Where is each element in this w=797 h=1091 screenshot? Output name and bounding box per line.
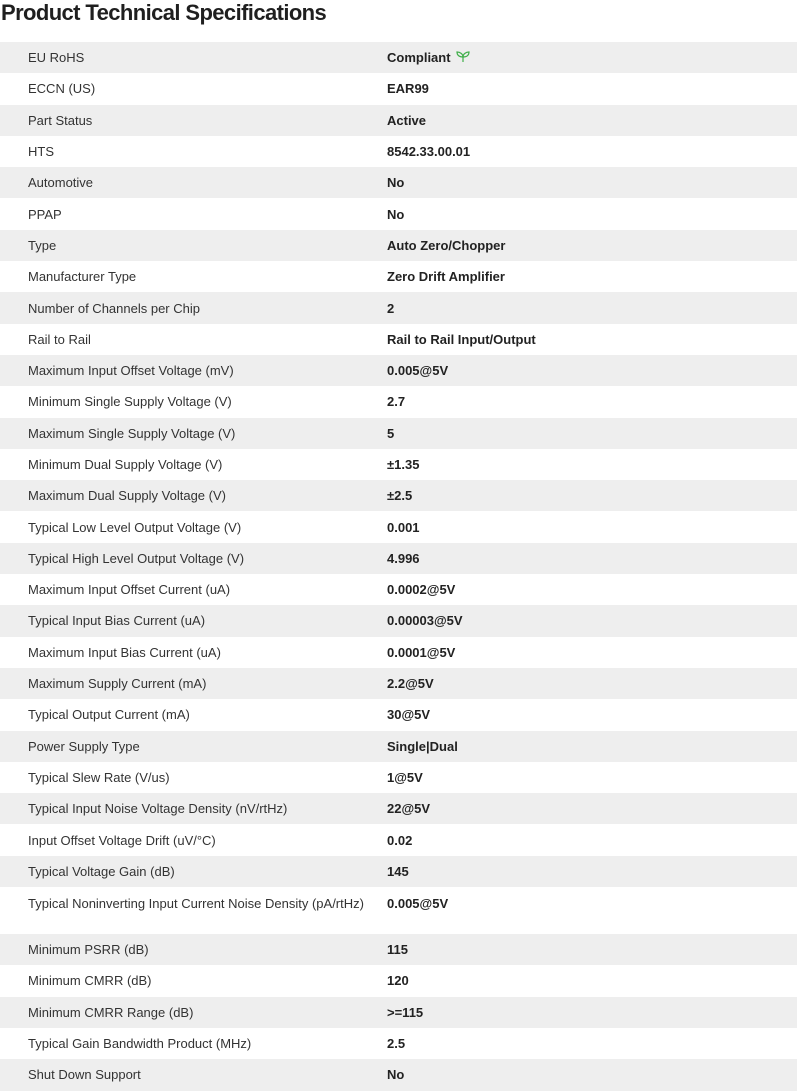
spec-row-min-cmrr: [0, 965, 797, 996]
spec-value: ±1.35: [387, 449, 797, 480]
spec-row-min-psrr: [0, 934, 797, 965]
spec-value: 8542.33.00.01: [387, 136, 797, 167]
spec-value: 145: [387, 856, 797, 887]
spec-label: Minimum CMRR Range (dB): [0, 997, 387, 1028]
spec-table: [0, 42, 797, 1091]
spec-value: 22@5V: [387, 793, 797, 824]
spec-row-manufacturer-type: [0, 261, 797, 292]
spec-row-voltage-gain: [0, 856, 797, 887]
spec-value: 2: [387, 292, 797, 323]
spec-row-hts: [0, 136, 797, 167]
spec-row-max-single-supply: [0, 418, 797, 449]
spec-label: Rail to Rail: [0, 324, 387, 355]
spec-row-part-status: [0, 105, 797, 136]
spec-row-low-level-output: [0, 511, 797, 542]
spec-row-typ-input-bias-current: [0, 605, 797, 636]
spec-value: 0.0002@5V: [387, 574, 797, 605]
spec-value: Zero Drift Amplifier: [387, 261, 797, 292]
spec-row-min-dual-supply: [0, 449, 797, 480]
spec-label: Minimum PSRR (dB): [0, 934, 387, 965]
spec-row-ppap: [0, 198, 797, 229]
spec-value: 0.005@5V: [387, 887, 797, 934]
spec-label: ECCN (US): [0, 73, 387, 104]
spec-row-max-input-bias-current: [0, 637, 797, 668]
spec-label: EU RoHS: [0, 42, 387, 73]
spec-value: 0.0001@5V: [387, 637, 797, 668]
spec-label: Typical Voltage Gain (dB): [0, 856, 387, 887]
spec-label: Typical Input Noise Voltage Density (nV/rtHz): [0, 793, 387, 824]
spec-label: Part Status: [0, 105, 387, 136]
spec-value: 2.5: [387, 1028, 797, 1059]
spec-label: HTS: [0, 136, 387, 167]
spec-row-max-dual-supply: [0, 480, 797, 511]
spec-label: Manufacturer Type: [0, 261, 387, 292]
spec-label: Typical Low Level Output Voltage (V): [0, 511, 387, 542]
spec-row-rail-to-rail: [0, 324, 797, 355]
spec-label: PPAP: [0, 198, 387, 229]
spec-value: 4.996: [387, 543, 797, 574]
spec-label: Automotive: [0, 167, 387, 198]
spec-value: 1@5V: [387, 762, 797, 793]
spec-label: Typical High Level Output Voltage (V): [0, 543, 387, 574]
spec-value: No: [387, 198, 797, 229]
spec-row-max-supply-current: [0, 668, 797, 699]
spec-row-slew-rate: [0, 762, 797, 793]
spec-row-channels: [0, 292, 797, 323]
spec-row-power-supply-type: [0, 731, 797, 762]
spec-row-offset-voltage-drift: [0, 824, 797, 855]
page-title: Product Technical Specifications: [1, 0, 327, 25]
spec-label: Number of Channels per Chip: [0, 292, 387, 323]
spec-value: 0.005@5V: [387, 355, 797, 386]
spec-value-cell: [387, 42, 797, 73]
spec-label: Maximum Input Offset Current (uA): [0, 574, 387, 605]
spec-value: EAR99: [387, 73, 797, 104]
spec-value: 115: [387, 934, 797, 965]
spec-label: Maximum Input Offset Voltage (mV): [0, 355, 387, 386]
spec-value: 0.02: [387, 824, 797, 855]
spec-label: Typical Gain Bandwidth Product (MHz): [0, 1028, 387, 1059]
spec-row-automotive: [0, 167, 797, 198]
spec-row-shut-down-support: [0, 1059, 797, 1090]
spec-label: Input Offset Voltage Drift (uV/°C): [0, 824, 387, 855]
spec-row-eccn: [0, 73, 797, 104]
spec-label: Typical Output Current (mA): [0, 699, 387, 730]
spec-label: Typical Noninverting Input Current Noise Density (pA/rtHz): [0, 887, 387, 934]
spec-value: Active: [387, 105, 797, 136]
spec-label: Typical Input Bias Current (uA): [0, 605, 387, 636]
spec-value: 0.001: [387, 511, 797, 542]
spec-value: Auto Zero/Chopper: [387, 230, 797, 261]
spec-label: Maximum Input Bias Current (uA): [0, 637, 387, 668]
spec-row-current-noise-density: [0, 887, 797, 934]
spec-value: Single|Dual: [387, 731, 797, 762]
spec-row-min-single-supply: [0, 386, 797, 417]
spec-label: Power Supply Type: [0, 731, 387, 762]
spec-row-gain-bandwidth: [0, 1028, 797, 1059]
spec-row-type: [0, 230, 797, 261]
spec-label: Maximum Dual Supply Voltage (V): [0, 480, 387, 511]
spec-label: Minimum CMRR (dB): [0, 965, 387, 996]
spec-label: Minimum Dual Supply Voltage (V): [0, 449, 387, 480]
spec-value: No: [387, 167, 797, 198]
spec-label: Maximum Single Supply Voltage (V): [0, 418, 387, 449]
spec-row-max-input-offset-voltage: [0, 355, 797, 386]
spec-value: 2.2@5V: [387, 668, 797, 699]
spec-value: >=115: [387, 997, 797, 1028]
spec-row-high-level-output: [0, 543, 797, 574]
spec-label: Typical Slew Rate (V/us): [0, 762, 387, 793]
spec-label: Type: [0, 230, 387, 261]
spec-value: Compliant: [387, 50, 451, 66]
spec-value: ±2.5: [387, 480, 797, 511]
spec-label: Maximum Supply Current (mA): [0, 668, 387, 699]
spec-row-min-cmrr-range: [0, 997, 797, 1028]
spec-value: 5: [387, 418, 797, 449]
spec-value: 30@5V: [387, 699, 797, 730]
spec-value: 120: [387, 965, 797, 996]
spec-label: Minimum Single Supply Voltage (V): [0, 386, 387, 417]
spec-row-typ-output-current: [0, 699, 797, 730]
spec-label: Shut Down Support: [0, 1059, 387, 1090]
leaf-icon: [456, 51, 470, 63]
spec-value: 2.7: [387, 386, 797, 417]
spec-row-input-noise-voltage: [0, 793, 797, 824]
spec-value: Rail to Rail Input/Output: [387, 324, 797, 355]
spec-value: 0.00003@5V: [387, 605, 797, 636]
spec-row-max-input-offset-current: [0, 574, 797, 605]
spec-value: No: [387, 1059, 797, 1090]
spec-row-eu-rohs: [0, 42, 797, 73]
